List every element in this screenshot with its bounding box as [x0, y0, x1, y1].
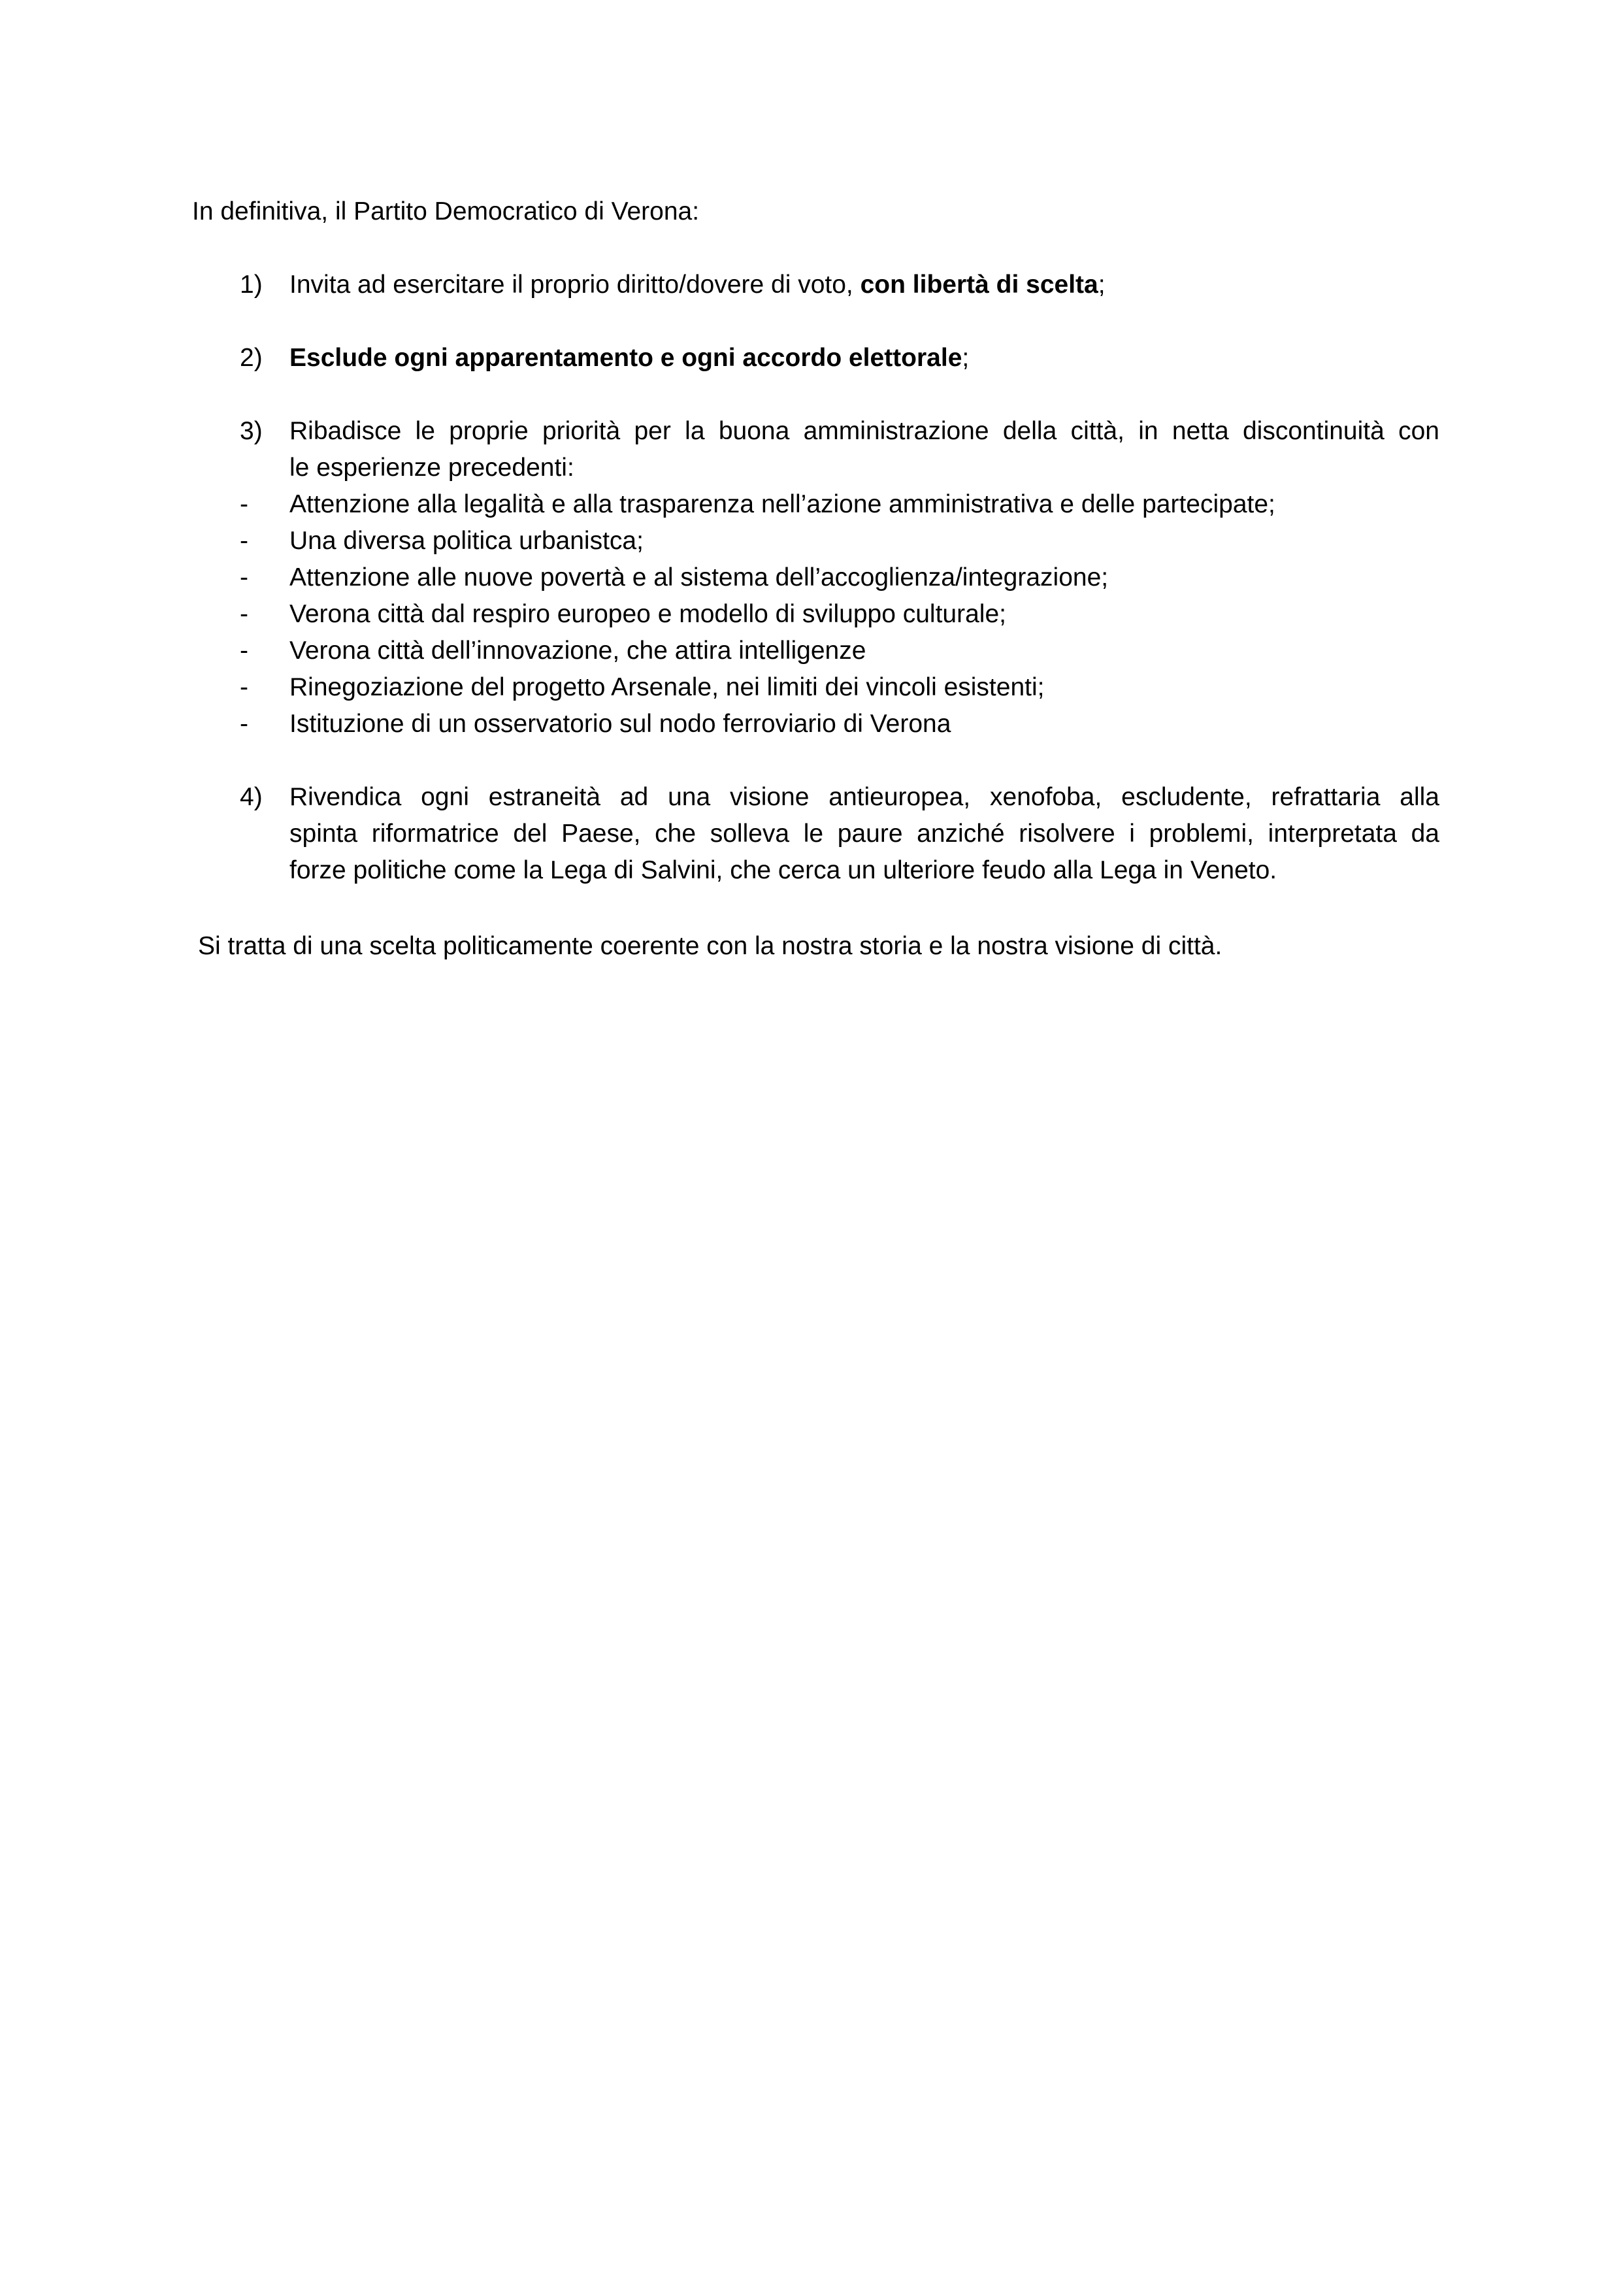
item-4-number: 4) [240, 783, 263, 811]
item-4-line-3: forze politiche come la Lega di Salvini, che cerca un ulteriore feudo alla Lega in Veneto. [289, 856, 1277, 884]
item-2-bold-text: Esclude ogni apparentamento e ogni accordo elettorale [289, 344, 962, 372]
closing-paragraph: Si tratta di una scelta politicamente coerente con la nostra storia e la nostra visione di città. [198, 932, 1222, 960]
intro-paragraph: In definitiva, il Partito Democratico di Verona: [192, 197, 700, 225]
item-4-line-2: spinta riformatrice del Paese, che solleva le paure anziché risolvere i problemi, interpretata da [289, 820, 1439, 848]
item-1-text-before: Invita ad esercitare il proprio diritto/dovere di voto, [289, 271, 861, 299]
bullet-dash: - [240, 527, 248, 555]
item-2-text [289, 340, 969, 376]
bullet-dash: - [240, 710, 248, 738]
bullet-dash: - [240, 600, 248, 628]
item-4-line-1: Rivendica ogni estraneità ad una visione antieuropea, xenofoba, escludente, refrattaria alla [289, 783, 1439, 811]
item-1-text [289, 267, 1106, 303]
item-1-number: 1) [240, 271, 263, 299]
item-1-bold-text: con libertà di scelta [860, 271, 1098, 299]
item-2-number: 2) [240, 344, 263, 372]
item-3-line-2: le esperienze precedenti: [289, 454, 574, 482]
bullet-item: Rinegoziazione del progetto Arsenale, nei limiti dei vincoli esistenti; [289, 673, 1045, 701]
item-3-line-1: Ribadisce le proprie priorità per la buona amministrazione della città, in netta discontinuità con [289, 417, 1439, 445]
bullet-dash: - [240, 490, 248, 518]
bullet-item: Attenzione alla legalità e alla trasparenza nell’azione amministrativa e delle partecipate; [289, 490, 1275, 518]
bullet-item: Verona città dell’innovazione, che attira intelligenze [289, 637, 866, 665]
bullet-dash: - [240, 673, 248, 701]
item-3-number: 3) [240, 417, 263, 445]
item-2-text-after: ; [962, 344, 970, 372]
item-1-text-after: ; [1098, 271, 1106, 299]
bullet-dash: - [240, 637, 248, 665]
bullet-item: Istituzione di un osservatorio sul nodo ferroviario di Verona [289, 710, 951, 738]
bullet-item: Attenzione alle nuove povertà e al sistema dell’accoglienza/integrazione; [289, 563, 1109, 591]
bullet-item: Una diversa politica urbanistca; [289, 527, 644, 555]
bullet-item: Verona città dal respiro europeo e modello di sviluppo culturale; [289, 600, 1006, 628]
bullet-dash: - [240, 563, 248, 591]
